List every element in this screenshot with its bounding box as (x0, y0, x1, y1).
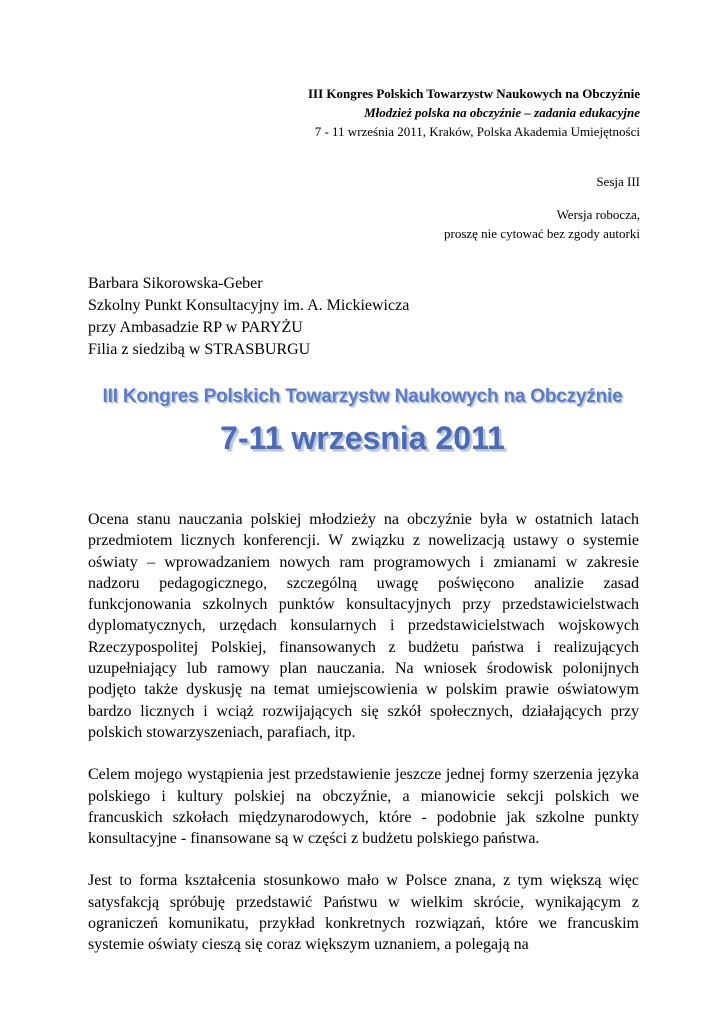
banner-dates: 7-11 wrzesnia 2011 (220, 420, 505, 456)
paragraph-3: Jest to forma kształcenia stosunkowo mało w Polsce znana, z tym większą więc satysfakcją spróbuję przedstawić Państwu w wielkim skrócie, wynikającym z ograniczeń komunikatu, przykład konkretnych rozwiązań, które we francuskim systemie oświaty cieszą się coraz większym uznaniem, a polegają na (88, 872, 639, 954)
session-label: Sesja III (596, 174, 640, 189)
author-embassy: przy Ambasadzie RP w PARYŻU (88, 319, 303, 336)
draft-notice-line-2: proszę nie cytować bez zgody autorki (443, 226, 640, 241)
paragraph-1: Ocena stanu nauczania polskiej młodzieży na obczyźnie była w ostatnich latach przedmiotem licznych konferencji. W związku z nowelizacją ustawy o systemie oświaty – wprowadzaniem nowych ram programowych i zmianami w zakresie nadzoru pedagogicznego, szczególną uwagę poświęcono analizie zasad funkcjonowania szkolnych punktów konsultacyjnych przy przedstawicielstwach dyplomatycznych, urzędach konsularnych i przedstawicielstwach wojskowych Rzeczypospolitej Polskiej, finansowanych z budżetu państwa i realizujących uzupełniający lub ramowy plan nauczania. Na wniosek środowisk polonijnych podjęto także dyskusję na temat umiejscowienia w polskim prawie oświatowym bardzo licznych i wciąż rozwijających się szkół społecznych, działających przy polskich stowarzyszeniach, parafiach, itp. (88, 511, 639, 741)
author-institution: Szkolny Punkt Konsultacyjny im. A. Mickiewicza (88, 297, 410, 314)
congress-title: III Kongres Polskich Towarzystw Naukowych na Obczyźnie (307, 86, 640, 101)
draft-notice-line-1: Wersja robocza, (556, 207, 640, 222)
author-block (88, 273, 409, 361)
author-name: Barbara Sikorowska-Geber (88, 275, 263, 292)
banner-title: III Kongres Polskich Towarzystw Naukowych na Obczyźnie (102, 386, 623, 407)
draft-notice (444, 205, 640, 243)
paragraph-2: Celem mojego wystąpienia jest przedstawienie jeszcze jednej formy szerzenia języka polskiego i kultury polskiej na obczyźnie, a mianowicie sekcji polskich we francuskich szkołach międzynarodowych, które - podobnie jak szkolne punkty konsultacyjne - finansowane są w części z budżetu polskiego państwa. (88, 766, 639, 848)
congress-header (308, 84, 640, 141)
congress-date-place: 7 - 11 września 2011, Kraków, Polska Akademia Umiejętności (314, 124, 640, 139)
congress-subtitle: Młodzież polska na obczyźnie – zadania edukacyjne (364, 105, 640, 120)
author-branch: Filia z siedzibą w STRASBURGU (88, 341, 311, 358)
body-text (88, 509, 639, 977)
